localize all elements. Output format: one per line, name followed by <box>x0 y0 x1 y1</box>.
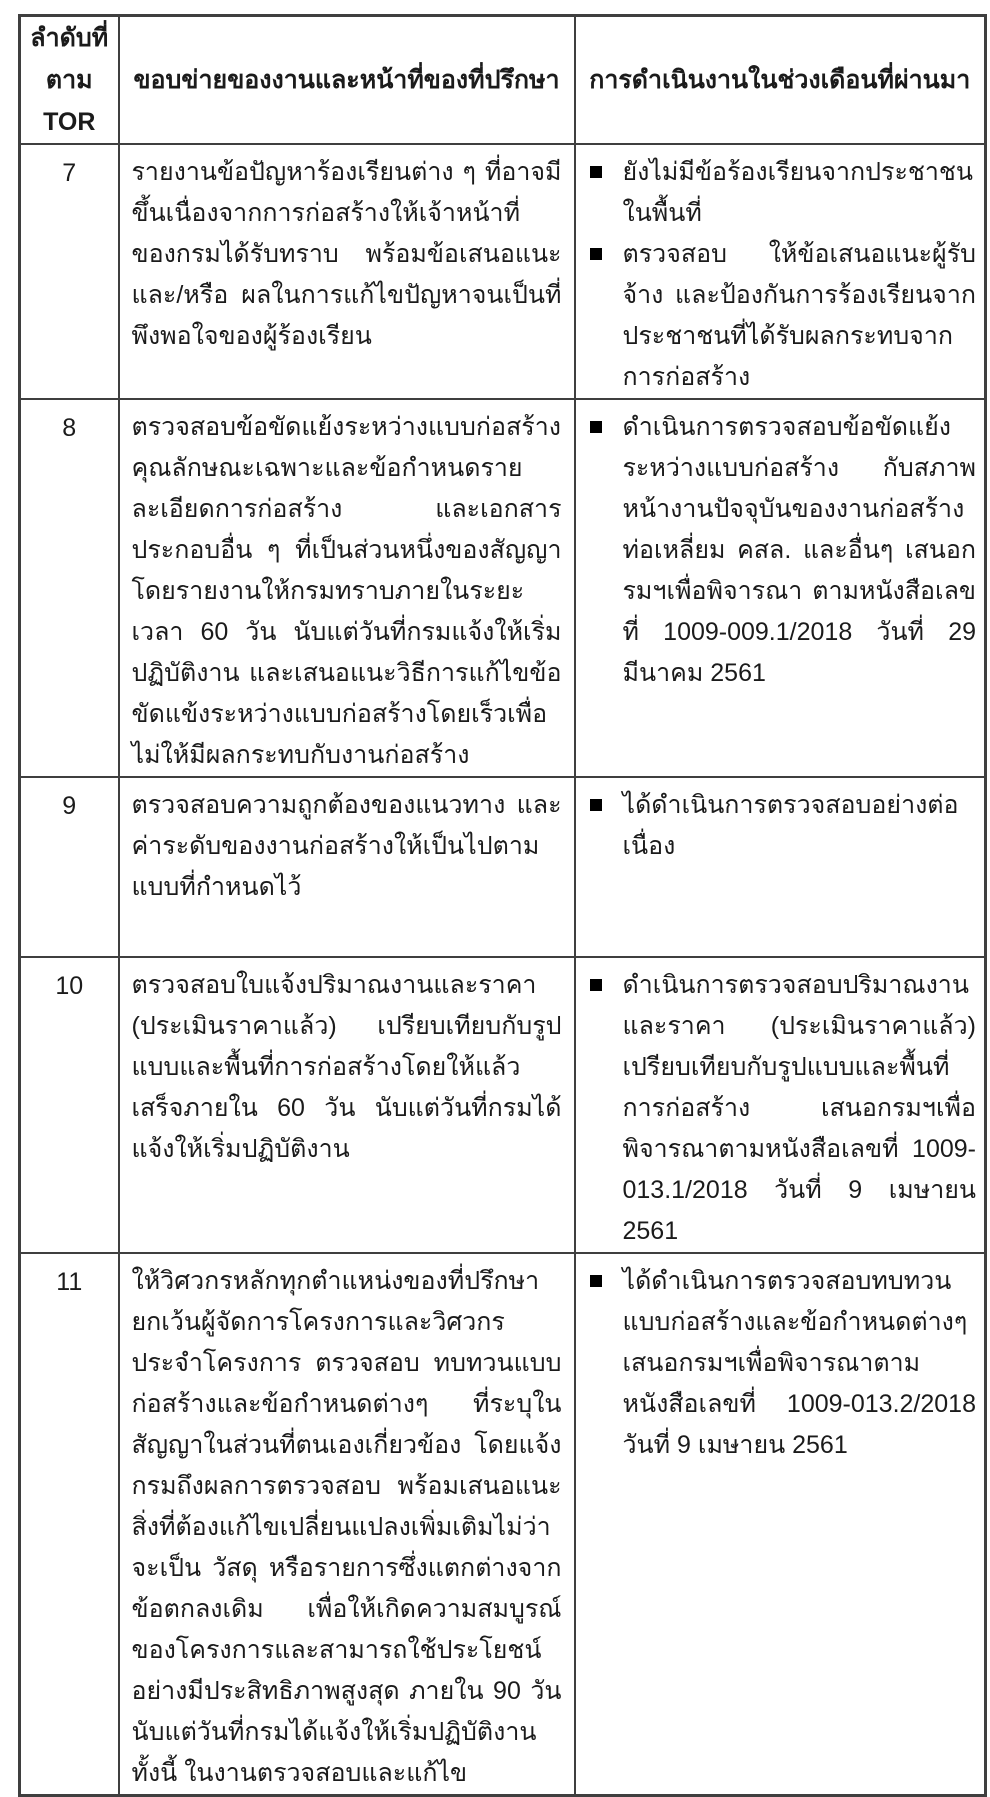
table-row-10 <box>20 957 986 1253</box>
progress-cell <box>575 957 986 1253</box>
progress-text: ได้ดำเนินการตรวจสอบอย่างต่อเนื่อง <box>622 791 959 860</box>
progress-text: ดำเนินการตรวจสอบข้อขัดแย้งระหว่างแบบก่อสร้าง กับสภาพหน้างานปัจจุบันของงานก่อสร้างท่อเหลี่ยม คสล. และอื่นๆ เสนอกรมฯเพื่อพิจารณา ตามหนังสือเลขที่ 1009-009.1/2018 วันที่ 29 มีนาคม 2561 <box>622 413 976 687</box>
header-tor-number-line3: TOR <box>43 108 96 136</box>
tor-number: 10 <box>20 957 119 1253</box>
table-row-7 <box>20 144 986 399</box>
bullet-square-icon <box>590 1275 602 1287</box>
bullet-square-icon <box>590 799 602 811</box>
list-item <box>576 785 977 867</box>
progress-cell <box>575 1253 986 1796</box>
header-tor-number-line2: ตาม <box>45 66 93 94</box>
bullet-square-icon <box>590 979 602 991</box>
progress-cell <box>575 399 986 777</box>
progress-cell <box>575 144 986 399</box>
progress-cell <box>575 777 986 957</box>
scope-text: ตรวจสอบข้อขัดแย้งระหว่างแบบก่อสร้าง คุณลักษณะเฉพาะและข้อกำหนดรายละเอียดการก่อสร้าง และเอกสารประกอบอื่น ๆ ที่เป็นส่วนหนึ่งของสัญญาโดยรายงานให้กรมทราบภายในระยะเวลา 60 วัน นับแต่วันที่กรมแจ้งให้เริ่มปฏิบัติงาน และเสนอแนะวิธีการแก้ไขข้อขัดแข้งระหว่างแบบก่อสร้างโดยเร็วเพื่อไม่ให้มีผลกระทบกับงานก่อสร้าง <box>119 399 575 777</box>
header-scope-of-work: ขอบข่ายของงานและหน้าที่ของที่ปรึกษา <box>119 16 575 145</box>
table-row-11 <box>20 1253 986 1796</box>
scope-text: ตรวจสอบความถูกต้องของแนวทาง และค่าระดับของงานก่อสร้างให้เป็นไปตามแบบที่กำหนดไว้ <box>119 777 575 957</box>
list-item <box>576 152 977 234</box>
scope-text: ตรวจสอบใบแจ้งปริมาณงานและราคา (ประเมินราคาแล้ว) เปรียบเทียบกับรูปแบบและพื้นที่การก่อสร้างโดยให้แล้วเสร็จภายใน 60 วัน นับแต่วันที่กรมได้แจ้งให้เริ่มปฏิบัติงาน <box>119 957 575 1253</box>
tor-number: 11 <box>20 1253 119 1796</box>
scope-text: รายงานข้อปัญหาร้องเรียนต่าง ๆ ที่อาจมีขึ้นเนื่องจากการก่อสร้างให้เจ้าหน้าที่ของกรมได้รับทราบ พร้อมข้อเสนอแนะ และ/หรือ ผลในการแก้ไขปัญหาจนเป็นที่พึงพอใจของผู้ร้องเรียน <box>119 144 575 399</box>
progress-text: ได้ดำเนินการตรวจสอบทบทวนแบบก่อสร้างและข้อกำหนดต่างๆ เสนอกรมฯเพื่อพิจารณาตามหนังสือเลขที่ 1009-013.2/2018 วันที่ 9 เมษายน 2561 <box>622 1267 976 1459</box>
bullet-square-icon <box>590 248 602 260</box>
tor-progress-table <box>18 14 987 1797</box>
table-row-8 <box>20 399 986 777</box>
progress-text: ดำเนินการตรวจสอบปริมาณงานและราคา (ประเมินราคาแล้ว) เปรียบเทียบกับรูปแบบและพื้นที่การก่อสร้าง เสนอกรมฯเพื่อพิจารณาตามหนังสือเลขที่ 1009-013.1/2018 วันที่ 9 เมษายน 2561 <box>622 971 976 1245</box>
progress-text: ตรวจสอบ ให้ข้อเสนอแนะผู้รับจ้าง และป้องกันการร้องเรียนจากประชาชนที่ได้รับผลกระทบจากการก่อสร้าง <box>622 240 976 391</box>
tor-number: 8 <box>20 399 119 777</box>
table-row-9 <box>20 777 986 957</box>
scope-text: ให้วิศวกรหลักทุกตำแหน่งของที่ปรึกษา ยกเว้นผู้จัดการโครงการและวิศวกรประจำโครงการ ตรวจสอบ ทบทวนแบบก่อสร้างและข้อกำหนดต่างๆ ที่ระบุในสัญญาในส่วนที่ตนเองเกี่ยวข้อง โดยแจ้งกรมถึงผลการตรวจสอบ พร้อมเสนอแนะสิ่งที่ต้องแก้ไขเปลี่ยนแปลงเพิ่มเติมไม่ว่าจะเป็น วัสดุ หรือรายการซึ่งแตกต่างจากข้อตกลงเดิม เพื่อให้เกิดความสมบูรณ์ของโครงการและสามารถใช้ประโยชน์อย่างมีประสิทธิภาพสูงสุด ภายใน 90 วัน นับแต่วันที่กรมได้แจ้งให้เริ่มปฏิบัติงาน ทั้งนี้ ในงานตรวจสอบและแก้ไข <box>119 1253 575 1796</box>
tor-number: 9 <box>20 777 119 957</box>
bullet-square-icon <box>590 421 602 433</box>
header-tor-number-line1: ลำดับที่ <box>30 24 109 52</box>
tor-number: 7 <box>20 144 119 399</box>
list-item <box>576 407 977 694</box>
bullet-square-icon <box>590 166 602 178</box>
table-header-row <box>20 16 986 145</box>
list-item <box>576 1261 977 1466</box>
header-monthly-progress: การดำเนินงานในช่วงเดือนที่ผ่านมา <box>575 16 986 145</box>
list-item <box>576 965 977 1252</box>
header-tor-number <box>20 16 119 145</box>
list-item <box>576 234 977 398</box>
progress-text: ยังไม่มีข้อร้องเรียนจากประชาชนในพื้นที่ <box>622 158 973 227</box>
